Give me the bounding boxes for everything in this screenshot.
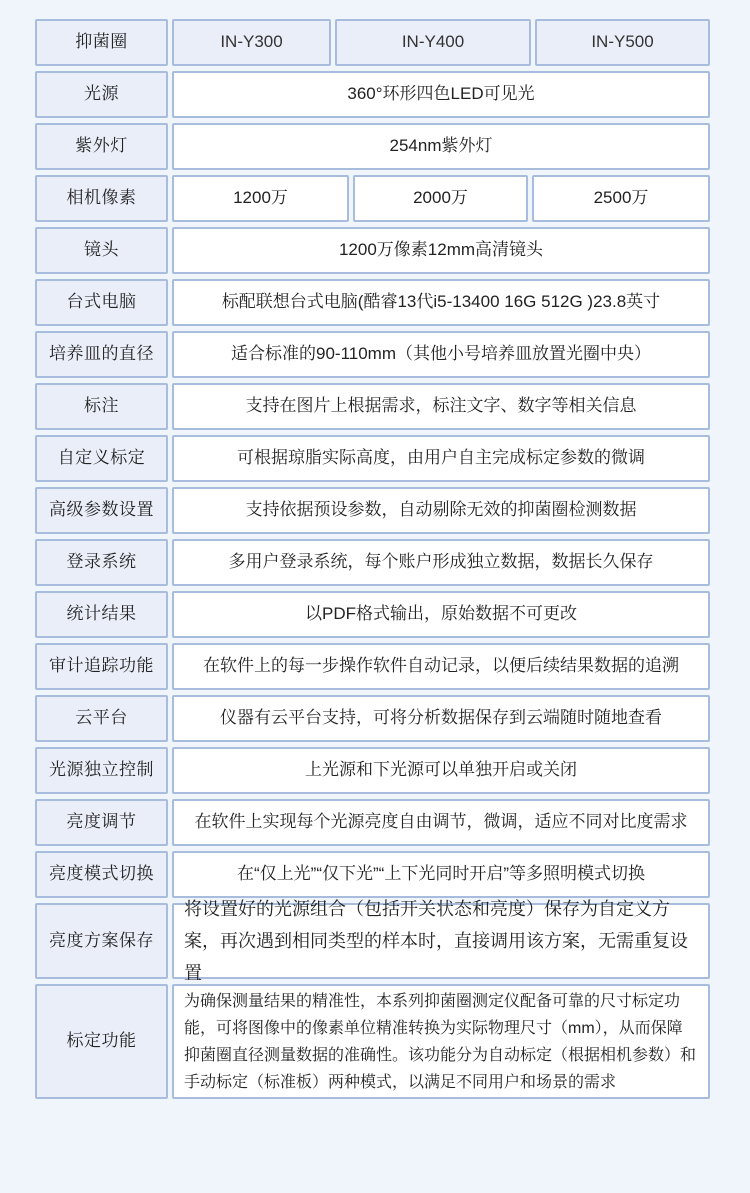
model-name-cell: IN-Y300: [172, 19, 331, 66]
table-row: [35, 279, 710, 326]
model-name-cell: IN-Y400: [335, 19, 531, 66]
row-value: 支持依据预设参数，自动剔除无效的抑菌圈检测数据: [172, 487, 710, 534]
row-value: 多用户登录系统，每个账户形成独立数据，数据长久保存: [172, 539, 710, 586]
row-value: 仪器有云平台支持，可将分析数据保存到云端随时随地查看: [172, 695, 710, 742]
table-row: [35, 984, 710, 1099]
table-row: [35, 591, 710, 638]
row-label: 标注: [35, 383, 168, 430]
row-value: 在软件上的每一步操作软件自动记录，以便后续结果数据的追溯: [172, 643, 710, 690]
table-row: [35, 19, 710, 66]
row-cell-group: [172, 19, 710, 66]
row-label: 相机像素: [35, 175, 168, 222]
table-row: [35, 487, 710, 534]
table-row: [35, 123, 710, 170]
row-cell-group: [172, 175, 710, 222]
row-value: 1200万像素12mm高清镜头: [172, 227, 710, 274]
row-label: 标定功能: [35, 984, 168, 1099]
table-row: [35, 539, 710, 586]
row-value: 上光源和下光源可以单独开启或关闭: [172, 747, 710, 794]
row-label: 高级参数设置: [35, 487, 168, 534]
row-value: 254nm紫外灯: [172, 123, 710, 170]
row-label: 审计追踪功能: [35, 643, 168, 690]
row-label: 亮度方案保存: [35, 903, 168, 979]
table-row: [35, 747, 710, 794]
row-value: 360°环形四色LED可见光: [172, 71, 710, 118]
table-row: [35, 71, 710, 118]
row-value: 在软件上实现每个光源亮度自由调节，微调，适应不同对比度需求: [172, 799, 710, 846]
row-label: 培养皿的直径: [35, 331, 168, 378]
table-row: [35, 643, 710, 690]
row-value: 在“仅上光”“仅下光”“上下光同时开启”等多照明模式切换: [172, 851, 710, 898]
row-value: 为确保测量结果的精准性，本系列抑菌圈测定仪配备可靠的尺寸标定功能，可将图像中的像素单位精准转换为实际物理尺寸（mm），从而保障抑菌圈直径测量数据的准确性。该功能分为自动标定（根据相机参数）和手动标定（标准板）两种模式，以满足不同用户和场景的需求: [172, 984, 710, 1099]
row-label: 亮度调节: [35, 799, 168, 846]
row-label: 亮度模式切换: [35, 851, 168, 898]
row-label: 光源: [35, 71, 168, 118]
table-row: [35, 695, 710, 742]
table-row: [35, 383, 710, 430]
row-label: 抑菌圈: [35, 19, 168, 66]
row-value: 适合标准的90-110mm（其他小号培养皿放置光圈中央）: [172, 331, 710, 378]
table-row: [35, 799, 710, 846]
row-value: 标配联想台式电脑(酷睿13代i5-13400 16G 512G )23.8英寸: [172, 279, 710, 326]
value-cell: 2500万: [532, 175, 710, 222]
table-row: [35, 331, 710, 378]
model-name-cell: IN-Y500: [535, 19, 710, 66]
table-row: [35, 851, 710, 898]
table-row: [35, 227, 710, 274]
spec-table: [35, 19, 710, 1104]
row-label: 紫外灯: [35, 123, 168, 170]
row-label: 自定义标定: [35, 435, 168, 482]
row-label: 统计结果: [35, 591, 168, 638]
row-label: 登录系统: [35, 539, 168, 586]
row-value: 支持在图片上根据需求，标注文字、数字等相关信息: [172, 383, 710, 430]
table-row: [35, 175, 710, 222]
row-value: 可根据琼脂实际高度，由用户自主完成标定参数的微调: [172, 435, 710, 482]
row-value: 将设置好的光源组合（包括开关状态和亮度）保存为自定义方案，再次遇到相同类型的样本时，直接调用该方案，无需重复设置: [172, 903, 710, 979]
value-cell: 1200万: [172, 175, 349, 222]
value-cell: 2000万: [353, 175, 528, 222]
row-value: 以PDF格式输出，原始数据不可更改: [172, 591, 710, 638]
row-label: 云平台: [35, 695, 168, 742]
table-row: [35, 899, 710, 983]
row-label: 台式电脑: [35, 279, 168, 326]
row-label: 光源独立控制: [35, 747, 168, 794]
row-label: 镜头: [35, 227, 168, 274]
table-row: [35, 435, 710, 482]
